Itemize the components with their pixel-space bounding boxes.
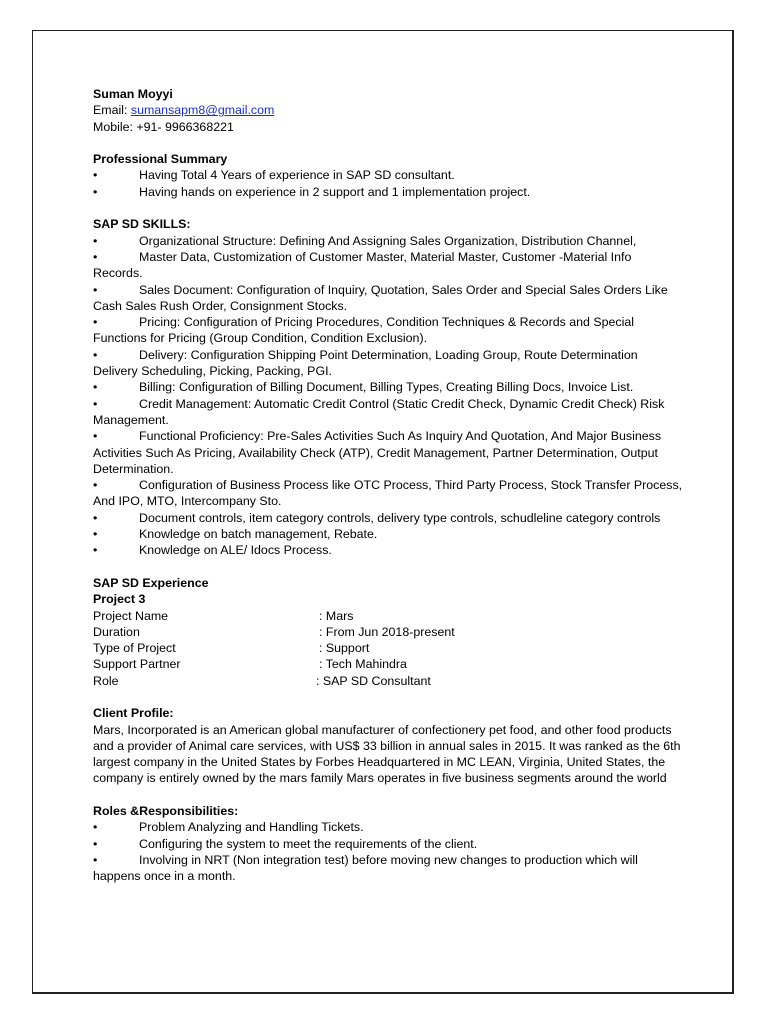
skill-item: • Delivery: Configuration Shipping Point Determination, Loading Group, Route Determination Delivery Scheduling, Picking, Packing, PGI.	[93, 347, 638, 379]
bullet-glyph: •	[93, 168, 98, 183]
candidate-name: Suman Moyyi	[93, 87, 173, 101]
skill-item: • Billing: Configuration of Billing Document, Billing Types, Creating Billing Docs, Invoice List.	[93, 380, 634, 395]
roles-heading: Roles &Responsibilities:	[93, 804, 239, 819]
email-label: Email:	[93, 103, 131, 118]
summary-heading: Professional Summary	[93, 152, 228, 167]
summary-item: • Having hands on experience in 2 support and 1 implementation project.	[93, 184, 531, 199]
email-link[interactable]: sumansapm8@gmail.com	[130, 103, 275, 118]
skill-item: • Knowledge on batch management, Rebate.	[93, 527, 378, 542]
skill-item: • Document controls, item category controls, delivery type controls, schudleline category controls	[93, 510, 661, 525]
project-detail-row: Type of Project : Support	[93, 641, 370, 656]
project-heading: Project 3	[93, 592, 146, 607]
client-profile-text: Mars, Incorporated is an American global manufacturer of confectionery pet food, and other food products and a provider of Animal care services, with US$ 33 billion in annual sales in 2015. It was ranked as the 6th largest company in the United States by Forbes Headquartered in MC LEAN, Virginia, United States, the company is entirely owned by the mars family Mars operates in five business segments around the world	[93, 722, 681, 786]
client-profile-heading: Client Profile:	[93, 706, 174, 721]
role-item: • Problem Analyzing and Handling Tickets.	[93, 820, 364, 835]
email-line	[93, 102, 683, 118]
skill-item: • Functional Proficiency: Pre-Sales Activities Such As Inquiry And Quotation, And Major Business Activities Such As Pricing, Availability Check (ATP), Credit Management, Partner Determination, Output Determination.	[93, 429, 662, 476]
skill-item: • Credit Management: Automatic Credit Control (Static Credit Check, Dynamic Credit Check) Risk Management.	[93, 396, 665, 427]
skill-item: • Sales Document: Configuration of Inquiry, Quotation, Sales Order and Special Sales Orders Like Cash Sales Rush Order, Consignment Stocks.	[93, 282, 668, 313]
project-detail-row: Duration : From Jun 2018-present	[93, 624, 455, 639]
skill-item: • Configuration of Business Process like OTC Process, Third Party Process, Stock Transfer Process, And IPO, MTO, Intercompany Sto.	[93, 478, 683, 509]
skills-heading: SAP SD SKILLS:	[93, 217, 191, 232]
role-item: • Involving in NRT (Non integration test) before moving new changes to production which will happens once in a month.	[93, 852, 638, 884]
skill-item: • Organizational Structure: Defining And Assigning Sales Organization, Distribution Channel,	[93, 233, 637, 248]
project-detail-row: Role : SAP SD Consultant	[93, 673, 431, 688]
skill-item: • Master Data, Customization of Customer Master, Material Master, Customer -Material Info Records.	[93, 249, 632, 281]
role-item: • Configuring the system to meet the requirements of the client.	[93, 836, 478, 851]
skill-item: • Pricing: Configuration of Pricing Procedures, Condition Techniques & Records and Special Functions for Pricing (Group Condition, Condition Exclusion).	[93, 315, 634, 346]
skill-item: • Knowledge on ALE/ Idocs Process.	[93, 543, 332, 558]
summary-item: • Having Total 4 Years of experience in SAP SD consultant.	[93, 168, 455, 183]
experience-heading: SAP SD Experience	[93, 575, 209, 590]
resume-content	[93, 86, 683, 885]
bullet-glyph: •	[93, 184, 98, 199]
mobile-line: Mobile: +91- 9966368221	[93, 119, 234, 134]
project-detail-row: Project Name : Mars	[93, 608, 354, 623]
project-detail-row: Support Partner : Tech Mahindra	[93, 657, 407, 672]
